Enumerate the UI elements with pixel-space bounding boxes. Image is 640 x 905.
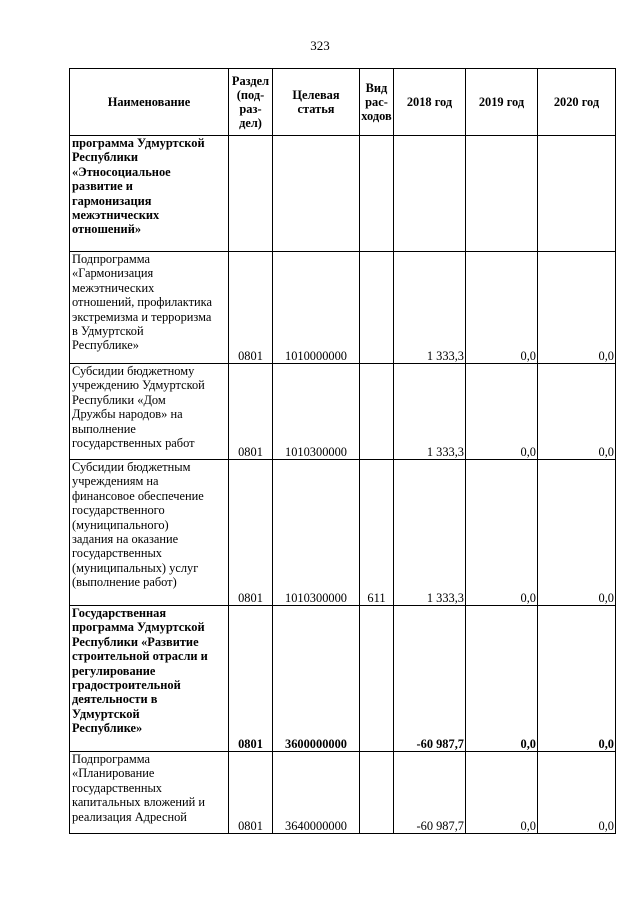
row-section: 0801 bbox=[229, 752, 273, 834]
row-2018: 1 333,3 bbox=[394, 252, 466, 364]
table-row bbox=[70, 606, 616, 752]
row-article: 1010300000 bbox=[273, 364, 360, 460]
row-2018: -60 987,7 bbox=[394, 606, 466, 752]
row-name: Субсидии бюджетному учреждению Удмуртской Республики «Дом Дружбы народов» на выполнение государственных работ bbox=[70, 364, 229, 460]
row-expense-type bbox=[360, 364, 394, 460]
row-section bbox=[229, 136, 273, 252]
row-2020 bbox=[538, 136, 616, 252]
row-expense-type bbox=[360, 136, 394, 252]
row-name: Подпрограмма «Гармонизация межэтнических отношений, профилактика экстремизма и терроризма в Удмуртской Республике» bbox=[70, 252, 229, 364]
row-2020: 0,0 bbox=[538, 606, 616, 752]
header-2020: 2020 год bbox=[538, 69, 616, 136]
row-expense-type bbox=[360, 252, 394, 364]
page-number: 323 bbox=[310, 38, 330, 53]
header-name: Наименование bbox=[70, 69, 229, 136]
header-article: Целевая статья bbox=[273, 69, 360, 136]
header-2019: 2019 год bbox=[466, 69, 538, 136]
row-2018 bbox=[394, 136, 466, 252]
table-row bbox=[70, 252, 616, 364]
row-2019: 0,0 bbox=[466, 752, 538, 834]
header-2018: 2018 год bbox=[394, 69, 466, 136]
row-name: Государственная программа Удмуртской Республики «Развитие строительной отрасли и регулирование градостроительной деятельности в Удмуртской Республике» bbox=[70, 606, 229, 752]
row-2020: 0,0 bbox=[538, 364, 616, 460]
row-article bbox=[273, 136, 360, 252]
row-section: 0801 bbox=[229, 460, 273, 606]
header-row bbox=[70, 69, 616, 136]
header-section: Раздел (под-раз-дел) bbox=[229, 69, 273, 136]
row-expense-type bbox=[360, 606, 394, 752]
header-expense-type: Вид рас-ходов bbox=[360, 69, 394, 136]
row-2019 bbox=[466, 136, 538, 252]
row-2019: 0,0 bbox=[466, 252, 538, 364]
row-article: 1010000000 bbox=[273, 252, 360, 364]
row-2020: 0,0 bbox=[538, 460, 616, 606]
row-name: программа Удмуртской Республики «Этносоциальное развитие и гармонизация межэтнических отношений» bbox=[70, 136, 229, 252]
row-2019: 0,0 bbox=[466, 606, 538, 752]
row-2019: 0,0 bbox=[466, 364, 538, 460]
row-article: 3600000000 bbox=[273, 606, 360, 752]
row-expense-type bbox=[360, 752, 394, 834]
row-2018: 1 333,3 bbox=[394, 364, 466, 460]
row-2019: 0,0 bbox=[466, 460, 538, 606]
row-section: 0801 bbox=[229, 364, 273, 460]
table-row bbox=[70, 460, 616, 606]
budget-table bbox=[69, 68, 616, 834]
row-section: 0801 bbox=[229, 606, 273, 752]
row-2020: 0,0 bbox=[538, 252, 616, 364]
row-section: 0801 bbox=[229, 252, 273, 364]
row-2018: -60 987,7 bbox=[394, 752, 466, 834]
row-article: 3640000000 bbox=[273, 752, 360, 834]
row-article: 1010300000 bbox=[273, 460, 360, 606]
table-row bbox=[70, 752, 616, 834]
table-row bbox=[70, 136, 616, 252]
row-expense-type: 611 bbox=[360, 460, 394, 606]
row-2020: 0,0 bbox=[538, 752, 616, 834]
table-row bbox=[70, 364, 616, 460]
row-name: Субсидии бюджетным учреждениям на финансовое обеспечение государственного (муниципального) задания на оказание государственных (муниципальных) услуг (выполнение работ) bbox=[70, 460, 229, 606]
row-2018: 1 333,3 bbox=[394, 460, 466, 606]
row-name: Подпрограмма «Планирование государственных капитальных вложений и реализация Адресной bbox=[70, 752, 229, 834]
